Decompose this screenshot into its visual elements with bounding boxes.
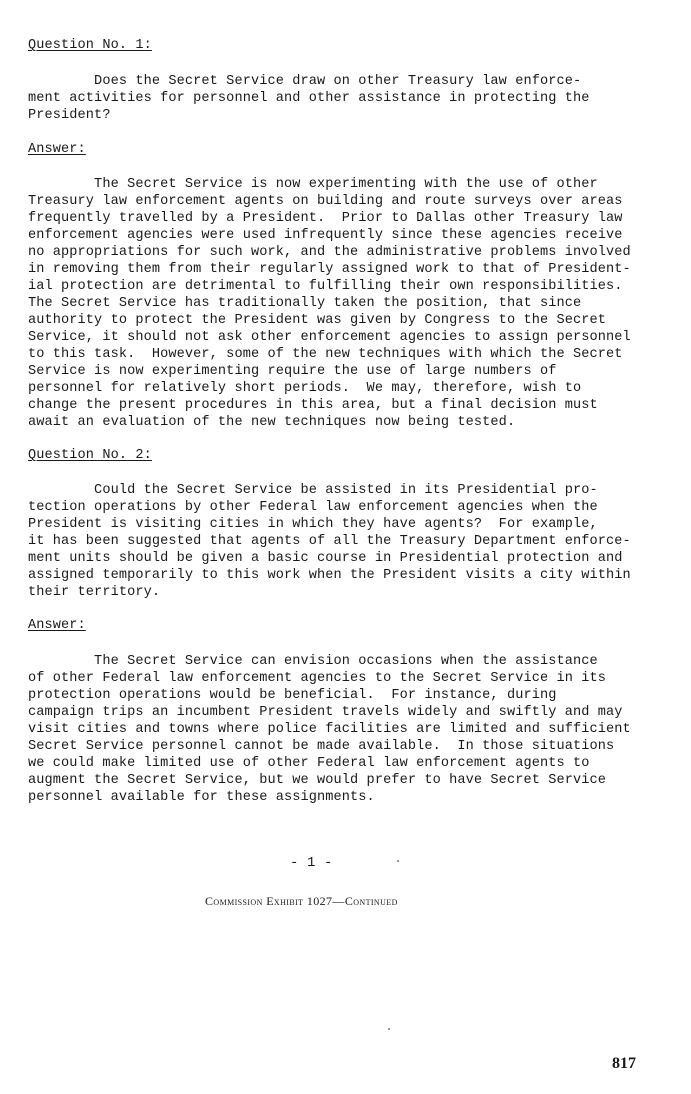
folio-number: 817: [612, 1055, 636, 1072]
text-line: Does the Secret Service draw on other Treasury law enforce-: [28, 74, 582, 89]
text-line: protection operations would be beneficial. For instance, during: [28, 688, 557, 703]
text-line: ment activities for personnel and other assistance in protecting the: [28, 91, 590, 106]
question-1-heading: Question No. 1:: [28, 38, 152, 53]
text-line: assigned temporarily to this work when the President visits a city within: [28, 568, 631, 583]
text-line: in removing them from their regularly assigned work to that of President-: [28, 262, 631, 277]
text-line: Service is now experimenting require the use of large numbers of: [28, 364, 557, 379]
text-line: ment units should be given a basic course in Presidential protection and: [28, 551, 623, 566]
text-line: await an evaluation of the new techniques now being tested.: [28, 415, 516, 430]
text-line: visit cities and towns where police facilities are limited and sufficient: [28, 722, 631, 737]
text-line: Service, it should not ask other enforcement agencies to assign personnel: [28, 330, 631, 345]
text-line: enforcement agencies were used infrequently since these agencies receive: [28, 228, 623, 243]
text-line: Could the Secret Service be assisted in its Presidential pro-: [28, 483, 598, 498]
scan-speck: [397, 860, 399, 862]
text-line: personnel for relatively short periods. We may, therefore, wish to: [28, 381, 582, 396]
text-line: ial protection are detrimental to fulfilling their own responsibilities.: [28, 279, 623, 294]
text-line: Secret Service personnel cannot be made available. In those situations: [28, 739, 615, 754]
text-line: no appropriations for such work, and the administrative problems involved: [28, 245, 631, 260]
text-line: The Secret Service can envision occasions when the assistance: [28, 654, 598, 669]
text-line: it has been suggested that agents of all the Treasury Department enforce-: [28, 534, 631, 549]
text-line: The Secret Service is now experimenting with the use of other: [28, 177, 598, 192]
answer-2-heading: Answer:: [28, 618, 86, 633]
text-line: authority to protect the President was given by Congress to the Secret: [28, 313, 607, 328]
page-number: - 1 -: [290, 855, 333, 871]
text-line: of other Federal law enforcement agencies to the Secret Service in its: [28, 671, 607, 686]
text-line: President?: [28, 108, 111, 123]
scan-speck: [388, 1028, 390, 1030]
text-line: campaign trips an incumbent President travels widely and swiftly and may: [28, 705, 623, 720]
text-line: personnel available for these assignments.: [28, 790, 375, 805]
text-line: frequently travelled by a President. Prior to Dallas other Treasury law: [28, 211, 623, 226]
answer-1-heading: Answer:: [28, 142, 86, 157]
text-line: their territory.: [28, 585, 161, 600]
text-line: tection operations by other Federal law enforcement agencies when the: [28, 500, 598, 515]
exhibit-caption: Commission Exhibit 1027—Continued: [205, 894, 398, 908]
text-line: Treasury law enforcement agents on building and route surveys over areas: [28, 194, 623, 209]
text-line: augment the Secret Service, but we would prefer to have Secret Service: [28, 773, 607, 788]
text-line: to this task. However, some of the new techniques with which the Secret: [28, 347, 623, 362]
question-2-heading: Question No. 2:: [28, 448, 152, 463]
text-line: President is visiting cities in which they have agents? For example,: [28, 517, 598, 532]
text-line: we could make limited use of other Federal law enforcement agents to: [28, 756, 590, 771]
text-line: The Secret Service has traditionally taken the position, that since: [28, 296, 582, 311]
text-line: change the present procedures in this area, but a final decision must: [28, 398, 598, 413]
